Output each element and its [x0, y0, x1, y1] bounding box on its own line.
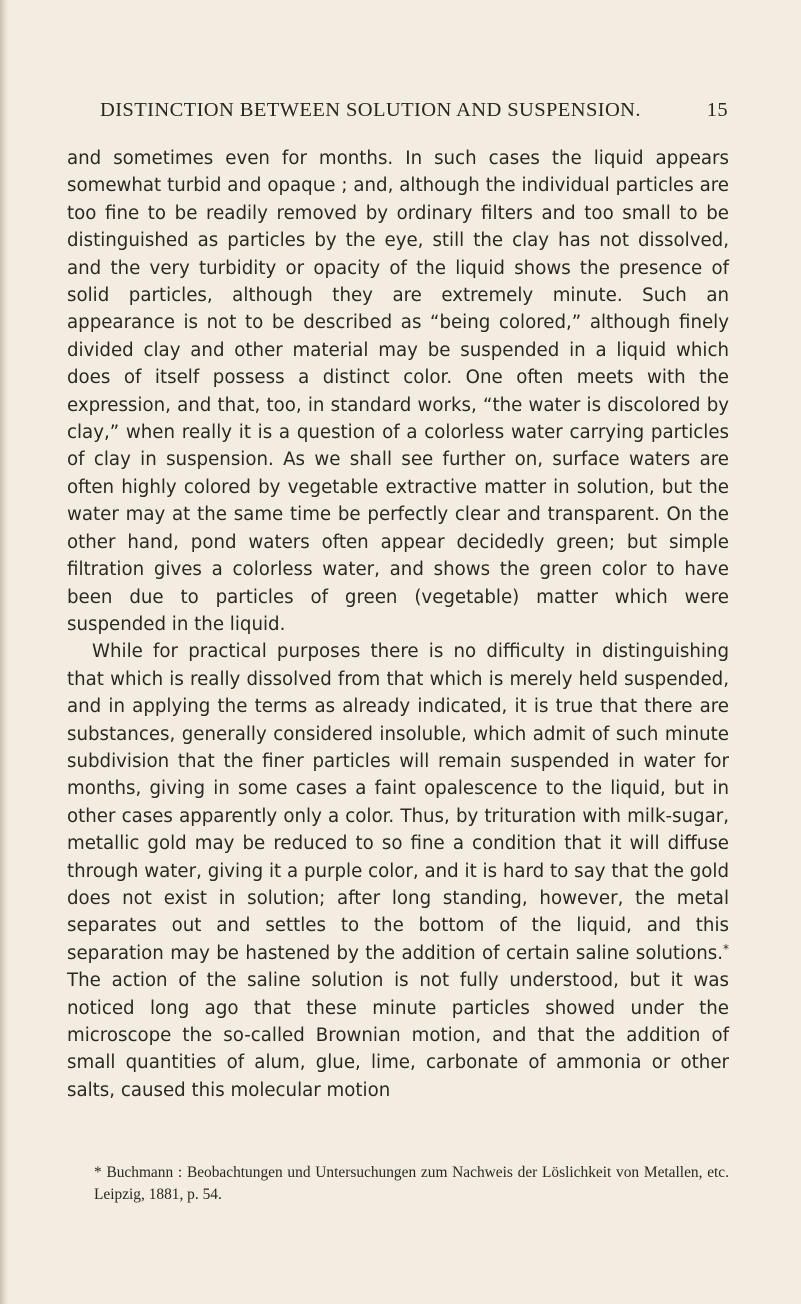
paragraph-text-continued: The action of the saline solution is not fully understood, but it was noticed long ago that these minute particles showed under the microscope the so-called Brownian motion, and that the addition of small quantities of alum, glue, lime, carbonate of ammonia or other salts, caused this molecular motion — [67, 970, 729, 1101]
paragraph-text: While for practical purposes there is no difficulty in distinguishing that which is really dissolved from that which is merely held suspended, and in applying the terms as already indicated, it is true that there are substances, generally considered insoluble, which admit of such minute subdivision that the finer particles will remain suspended in water for months, giving in some cases a faint opalescence to the liquid, but in other cases apparently only a color. Thus, by trituration with milk-sugar, metallic gold may be reduced to so fine a condition that it will diffuse through water, giving it a purple color, and it is hard to say that the gold does not exist in solution; after long standing, however, the metal separates out and settles to the bottom of the liquid, and this separation may be hastened by the addition of certain saline solutions. — [67, 641, 729, 964]
footnote-reference: * — [723, 941, 729, 956]
paragraph — [67, 638, 729, 1104]
paragraph-continued: and sometimes even for months. In such cases the liquid appears somewhat turbid and opaque ; and, although the individual particles are too fine to be readily removed by ordinary filters and too small to be distinguished as particles by the eye, still the clay has not dissolved, and the very turbidity or opacity of the liquid shows the presence of solid particles, although they are extremely minute. Such an appearance is not to be described as “being colored,” although finely divided clay and other material may be suspended in a liquid which does of itself possess a distinct color. One often meets with the expression, and that, too, in standard works, “the water is discolored by clay,” when really it is a question of a colorless water carrying particles of clay in suspension. As we shall see further on, surface waters are often highly colored by vegetable extractive matter in solution, but the water may at the same time be perfectly clear and transparent. On the other hand, pond waters often appear decidedly green; but simple filtration gives a colorless water, and shows the green color to have been due to particles of green (vegetable) matter which were suspended in the liquid. — [67, 148, 729, 635]
page-number: 15 — [706, 99, 728, 121]
running-head — [100, 99, 728, 133]
footnote-text: * Buchmann : Beobachtungen und Untersuchungen zum Nachweis der Löslichkeit von Metallen, etc. Leipzig, 1881, p. 54. — [94, 1164, 729, 1203]
body-text — [67, 145, 729, 1104]
page-edge — [0, 0, 9, 1304]
running-head-title: DISTINCTION BETWEEN SOLUTION AND SUSPENSION. — [100, 99, 641, 121]
footnote — [67, 1162, 729, 1206]
